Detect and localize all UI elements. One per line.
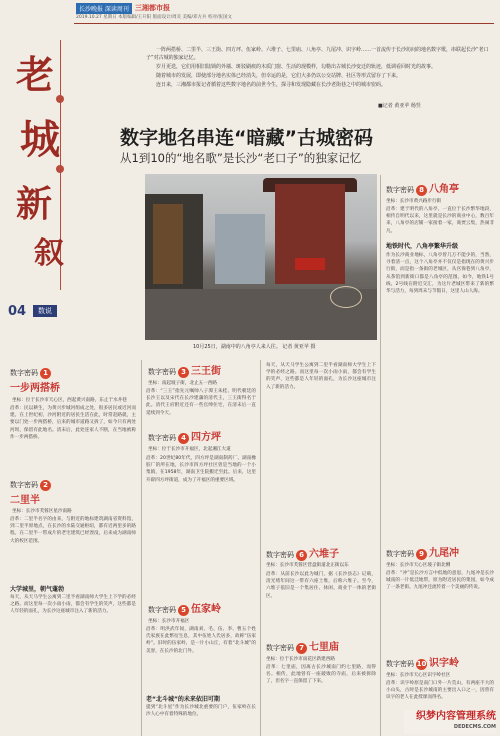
- intro-paragraph: 连日来，三湘都市报记者循着这些数字地名的前世今生，探寻和发现隐藏在长沙老街巷之中的城市密码。: [156, 82, 387, 88]
- code-name: 识字岭: [429, 658, 459, 669]
- code-number: 5: [178, 605, 189, 616]
- code-location: 坐标：位于长沙市天心区，西起黄兴南路，东止于水井巷: [12, 398, 127, 403]
- code-prefix: 数字密码: [148, 606, 176, 614]
- side-title-char: 叙: [34, 236, 64, 271]
- code-name: 六堆子: [309, 549, 339, 560]
- code-heading: [266, 638, 339, 654]
- intro-paragraph: 随着城市的发展，即使部分地名实体已经消失，但幸运的是，它们大多仍以公交站牌、社区等形式留存了下来。: [156, 73, 402, 79]
- code-number: 10: [416, 660, 427, 668]
- code-number: 1: [40, 368, 51, 379]
- code-prefix: 数字密码: [148, 434, 176, 442]
- code-name: 一步两搭桥: [10, 383, 60, 394]
- code-body: 沿革：识字岭原是南门口外一片荒山，有两座不大的小山头，古时是长沙城南的主要出入口之一，因曾有识字的老人在此授课而得名。: [386, 681, 494, 701]
- code-prefix: 数字密码: [386, 550, 414, 558]
- byline: ■记者 黄亚苹 杨竖: [378, 103, 421, 109]
- watermark-url: DEDECMS.COM: [453, 724, 496, 730]
- side-title-char: 新: [16, 183, 53, 225]
- code-body: 沿革：明洪武年间，湖南刘、毛、伍、李、曹五个姓氏家族在此繁衍生息，其中伍姓人氏居多，故称“伍家岭”。旧时的伍家岭，是一片小山丘，有着“北斗城”的美誉，在长沙的北门外。: [146, 627, 256, 654]
- column-divider: [380, 175, 381, 736]
- code-name: 七里庙: [309, 642, 339, 653]
- code-name: 二里半: [10, 495, 40, 506]
- decor-dot: [56, 165, 64, 173]
- photo-shop-sign: [295, 258, 325, 270]
- code-location: 坐标：长沙市天心区坡子街北侧: [386, 563, 451, 568]
- section-label: 数说: [33, 305, 57, 317]
- code-prefix: 数字密码: [10, 369, 38, 377]
- code-heading: [148, 600, 221, 616]
- code-heading: [386, 654, 459, 670]
- subsection-body: 作为长沙商业地标，八角亭曾几万不能少的，当然，寻着清一点，这个八角亭并不仅仅是指现在的黄兴步行街，而是指一条街的老城区，从宫保巷到八角亭，从茶馆到新街口都是八角亭的范围。如今，地铁1号线、2号线在附近交汇，为这片老城区带来了新的繁华与活力，每到周末与节假日，这里人山人海。: [386, 253, 494, 295]
- code-body: 沿革：七里庙，因离古长沙城南门约七里路，而得名。相传，此地曾有一座破败的寺庙，后来被拆除了，但名字一直保留了下来。: [266, 665, 376, 685]
- column-divider: [141, 360, 142, 736]
- watermark-title: 织梦内容管理系统: [416, 711, 496, 722]
- code-body: 沿革：从前长沙以此为城门，据《长沙县志》记载，清光绪年间这一带有六座土堆，后称六堆子。至今，六堆子依旧是一个集居住、休闲、商业于一体的老街区。: [266, 572, 376, 599]
- code-prefix: 数字密码: [386, 186, 414, 194]
- side-title-char: 老: [16, 52, 55, 97]
- code-body: 沿革：二里半名字的由来，与附近的地标建筑湖南省资料馆，到二里半原地点，在长沙的水陆交通枢纽，都有近两里多的路程。在二里半一带成片的老宅建筑已经湮没，后来成为湖南师大的校区范围。: [10, 517, 136, 544]
- page-number: 04: [8, 304, 27, 319]
- code-heading: [386, 180, 459, 196]
- side-title-char: 城: [20, 116, 60, 163]
- column-name: 三湘都市报: [135, 4, 170, 12]
- decor-dot: [56, 95, 64, 103]
- column-divider: [260, 360, 261, 736]
- code-location: 坐标：位于长沙市雨花区新建西路: [266, 657, 335, 662]
- code-name: 九尾冲: [429, 548, 459, 559]
- newspaper-header: [0, 0, 500, 34]
- site-watermark: [404, 710, 496, 734]
- subsection-title: 地铁时代，八角亭繁华升级: [386, 243, 459, 250]
- code-name: 三王街: [191, 366, 221, 377]
- intro-text: [146, 46, 492, 90]
- code-prefix: 数字密码: [10, 481, 38, 489]
- intro-paragraph: 一阵两搭桥、二里半、三王街、四方坪、伍家岭、六堆子、七里庙、八角亭、九尾冲、识字岭……一首流传于长沙坊间的地名数字歌，串联起长沙“老口子”对古城的独家记忆。: [146, 47, 489, 61]
- code-body: 沿革：“冲”是长沙方言中低地的意思，九尾冲是长沙城南的一片低洼地带，原为附近居民的菜园，如今成了一条老街。九尾冲还流传着一个美丽的传说。: [386, 571, 494, 591]
- code-number: 3: [178, 367, 189, 378]
- code-number: 4: [178, 433, 189, 444]
- code-location: 坐标：长沙市黄兴路步行街: [386, 199, 442, 204]
- headline: 数字地名串连“暗藏”古城密码: [120, 127, 373, 149]
- code-name: 伍家岭: [191, 604, 221, 615]
- code-location: 坐标：长沙市开福区: [148, 619, 190, 624]
- issue-info: 2019.10.27 星期日 本版编辑/王开阳 版面设计/周炎 美编/邓方兵 校对/张国文: [76, 15, 232, 20]
- code-body: 沿革：民以耕生，为黄兴步城河组成之处，很多居民或近河而建。在上世纪初，沙河附近的居民生活在此，时常赶路就，主要以门处一步两搭桥，后来的城市道路又拆了，如今只有两处河坝，保留有此地名。清末后，此处连家人不断，在当地被称作一步两搭桥。: [10, 406, 136, 440]
- code-number: 6: [296, 550, 307, 561]
- intro-paragraph: 岁月更迭，它们用相旧陆锁的外墙、斑驳刷痕的木质门窗、生活的现模样，勾勒出古城长沙变迁的轨迹，低调看回时光的故事。: [156, 64, 437, 70]
- code-body: 沿革：“三王”指先元嘱帅八子潭王朱桂、明代朝廷的长沙王以及宋代在长沙建藩的清代王，三王街得名于此。清代王府附近还有一些官绅住宅，在清末后一直延续到今天。: [146, 389, 256, 416]
- code-prefix: 数字密码: [148, 368, 176, 376]
- article-continued: 每天，从天马学生公寓到二里半看湖南师大学生上下学的必经之路。而这里每一次小雨小雨，都会有学生的笑声，这些都是人年轻的面孔，为长沙这座城市注入了新的活力。: [266, 363, 376, 390]
- photo-sign: [153, 204, 183, 284]
- code-heading: [148, 362, 221, 378]
- photo-watermark: [330, 286, 362, 308]
- subsection-title: 大学城里，朝气蓬勃: [10, 586, 65, 593]
- subsection-body: 每天，从天马学生公寓到二里半看湖南师大学生上下学的必经之路。而这里每一次小雨小雨，都会有学生的笑声，这些都是人年轻的面孔，为长沙这座城市注入了新的活力。: [10, 595, 136, 615]
- code-number: 8: [416, 185, 427, 196]
- photo-building: [215, 214, 265, 284]
- code-name: 八角亭: [429, 184, 459, 195]
- subsection-title: 老“北斗城”的未来依旧可期: [146, 696, 220, 703]
- code-heading: [266, 545, 339, 561]
- photo-caption: 10月25日，湖南中的八角亭人来人往。 记者 黄亚苹 摄: [193, 344, 316, 350]
- header-divider: [74, 23, 494, 24]
- code-location: 坐标：位于长沙市开福区，北起湘江大道: [148, 447, 231, 452]
- code-location: 坐标：长沙市芙蓉区星沙南路: [12, 509, 72, 514]
- code-heading: [386, 544, 459, 560]
- code-location: 坐标：长沙市芙蓉区营盘街道北正街以东: [266, 563, 349, 568]
- code-name: 四方坪: [191, 432, 221, 443]
- code-number: 7: [296, 643, 307, 654]
- subheadline: 从1到10的“地名歌”是长沙“老口子”的独家记忆: [120, 151, 362, 165]
- code-body: 沿革：20世纪80年代，四方坪是湖南制药厂、湖南橡胶厂的所在地，长沙市四方坪社区曾是当地的一个小集镇，在1958年，湖南卫生院搬迁至此。后来，这里开辟四方坪街道，成为了开福区的重要区域。: [146, 456, 256, 483]
- subsection-body: 提到“北斗星”作为长沙城北重要的门户，伍家岭在长沙人心中有着特殊的地位。: [146, 705, 256, 718]
- code-location: 坐标：长沙市天心区识字岭社区: [386, 673, 451, 678]
- street-photo: [145, 174, 377, 340]
- code-prefix: 数字密码: [266, 551, 294, 559]
- code-number: 2: [40, 480, 51, 491]
- code-prefix: 数字密码: [386, 660, 414, 668]
- code-location: 坐标：南起坡子街，北止五一西路: [148, 381, 217, 386]
- code-number: 9: [416, 549, 427, 560]
- code-body: 沿革：建于明代的八角亭，一直位于长沙繁华地段，相传自明代以来，这里就是长沙的商业中心，数百年来，八角亭的店铺一家接着一家，商贾云集，热闹非凡。: [386, 207, 494, 234]
- code-heading: [10, 480, 53, 506]
- masthead: 长沙晚报 深读周刊: [76, 3, 132, 14]
- code-heading: [10, 368, 60, 394]
- code-heading: [148, 428, 221, 444]
- code-prefix: 数字密码: [266, 644, 294, 652]
